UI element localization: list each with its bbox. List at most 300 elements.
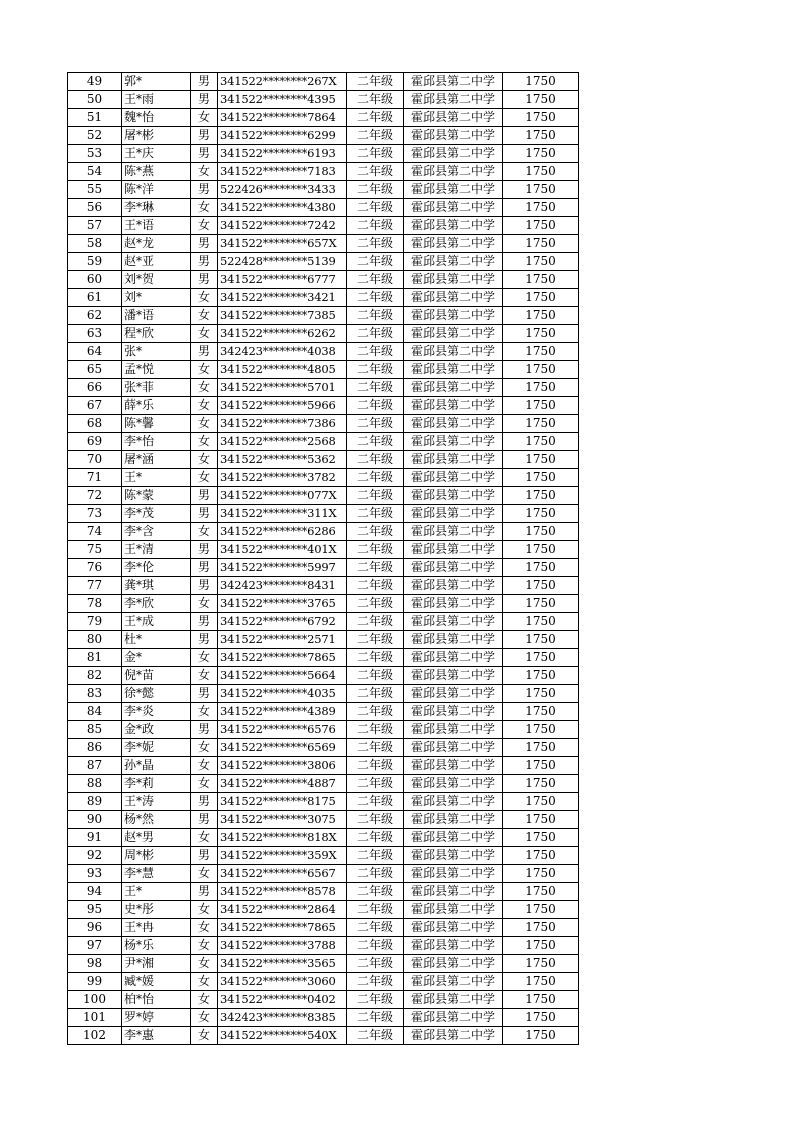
id-number-cell: 341522********2864: [218, 901, 347, 919]
table-row: [68, 937, 579, 955]
amount-cell: 1750: [503, 469, 579, 487]
student-name-cell: 李*含: [122, 523, 191, 541]
grade-cell: 二年级: [347, 811, 404, 829]
school-cell: 霍邱县第二中学: [404, 667, 503, 685]
school-cell: 霍邱县第二中学: [404, 811, 503, 829]
student-name-cell: 潘*语: [122, 307, 191, 325]
school-cell: 霍邱县第二中学: [404, 451, 503, 469]
table-row: [68, 577, 579, 595]
row-number-cell: 64: [68, 343, 122, 361]
table-row: [68, 199, 579, 217]
student-name-cell: 李*惠: [122, 1027, 191, 1045]
table-row: [68, 541, 579, 559]
amount-cell: 1750: [503, 919, 579, 937]
amount-cell: 1750: [503, 883, 579, 901]
amount-cell: 1750: [503, 649, 579, 667]
student-name-cell: 周*彬: [122, 847, 191, 865]
row-number-cell: 58: [68, 235, 122, 253]
row-number-cell: 81: [68, 649, 122, 667]
id-number-cell: 341522********6777: [218, 271, 347, 289]
gender-cell: 女: [191, 289, 218, 307]
gender-cell: 男: [191, 631, 218, 649]
row-number-cell: 89: [68, 793, 122, 811]
student-name-cell: 李*琳: [122, 199, 191, 217]
row-number-cell: 99: [68, 973, 122, 991]
amount-cell: 1750: [503, 991, 579, 1009]
id-number-cell: 341522********4035: [218, 685, 347, 703]
row-number-cell: 80: [68, 631, 122, 649]
gender-cell: 女: [191, 595, 218, 613]
table-row: [68, 775, 579, 793]
school-cell: 霍邱县第二中学: [404, 415, 503, 433]
amount-cell: 1750: [503, 613, 579, 631]
gender-cell: 女: [191, 739, 218, 757]
grade-cell: 二年级: [347, 361, 404, 379]
school-cell: 霍邱县第二中学: [404, 397, 503, 415]
student-name-cell: 杨*然: [122, 811, 191, 829]
amount-cell: 1750: [503, 415, 579, 433]
grade-cell: 二年级: [347, 163, 404, 181]
grade-cell: 二年级: [347, 145, 404, 163]
grade-cell: 二年级: [347, 829, 404, 847]
id-number-cell: 342423********8385: [218, 1009, 347, 1027]
table-row: [68, 559, 579, 577]
grade-cell: 二年级: [347, 793, 404, 811]
grade-cell: 二年级: [347, 415, 404, 433]
id-number-cell: 341522********4805: [218, 361, 347, 379]
row-number-cell: 92: [68, 847, 122, 865]
table-row: [68, 523, 579, 541]
gender-cell: 女: [191, 1009, 218, 1027]
table-row: [68, 109, 579, 127]
table-row: [68, 325, 579, 343]
table-row: [68, 685, 579, 703]
student-name-cell: 孟*悦: [122, 361, 191, 379]
grade-cell: 二年级: [347, 451, 404, 469]
table-row: [68, 433, 579, 451]
id-number-cell: 341522********3788: [218, 937, 347, 955]
table-row: [68, 595, 579, 613]
gender-cell: 女: [191, 667, 218, 685]
amount-cell: 1750: [503, 379, 579, 397]
school-cell: 霍邱县第二中学: [404, 379, 503, 397]
grade-cell: 二年级: [347, 235, 404, 253]
student-name-cell: 张*菲: [122, 379, 191, 397]
id-number-cell: 342423********8431: [218, 577, 347, 595]
amount-cell: 1750: [503, 433, 579, 451]
amount-cell: 1750: [503, 973, 579, 991]
student-name-cell: 李*伦: [122, 559, 191, 577]
grade-cell: 二年级: [347, 595, 404, 613]
gender-cell: 男: [191, 91, 218, 109]
table-row: [68, 919, 579, 937]
school-cell: 霍邱县第二中学: [404, 163, 503, 181]
id-number-cell: 522428********5139: [218, 253, 347, 271]
school-cell: 霍邱县第二中学: [404, 883, 503, 901]
amount-cell: 1750: [503, 685, 579, 703]
amount-cell: 1750: [503, 703, 579, 721]
grade-cell: 二年级: [347, 505, 404, 523]
student-name-cell: 陈*馨: [122, 415, 191, 433]
grade-cell: 二年级: [347, 541, 404, 559]
table-row: [68, 955, 579, 973]
grade-cell: 二年级: [347, 109, 404, 127]
id-number-cell: 341522********3421: [218, 289, 347, 307]
id-number-cell: 341522********4380: [218, 199, 347, 217]
gender-cell: 女: [191, 469, 218, 487]
student-name-cell: 赵*男: [122, 829, 191, 847]
school-cell: 霍邱县第二中学: [404, 955, 503, 973]
id-number-cell: 341522********401X: [218, 541, 347, 559]
row-number-cell: 63: [68, 325, 122, 343]
table-row: [68, 739, 579, 757]
school-cell: 霍邱县第二中学: [404, 73, 503, 91]
id-number-cell: 341522********267X: [218, 73, 347, 91]
school-cell: 霍邱县第二中学: [404, 649, 503, 667]
school-cell: 霍邱县第二中学: [404, 703, 503, 721]
table-row: [68, 361, 579, 379]
student-name-cell: 王*清: [122, 541, 191, 559]
id-number-cell: 341522********359X: [218, 847, 347, 865]
amount-cell: 1750: [503, 829, 579, 847]
amount-cell: 1750: [503, 955, 579, 973]
row-number-cell: 96: [68, 919, 122, 937]
table-row: [68, 505, 579, 523]
row-number-cell: 53: [68, 145, 122, 163]
id-number-cell: 522426********3433: [218, 181, 347, 199]
school-cell: 霍邱县第二中学: [404, 487, 503, 505]
row-number-cell: 65: [68, 361, 122, 379]
row-number-cell: 69: [68, 433, 122, 451]
school-cell: 霍邱县第二中学: [404, 289, 503, 307]
amount-cell: 1750: [503, 667, 579, 685]
amount-cell: 1750: [503, 397, 579, 415]
gender-cell: 男: [191, 253, 218, 271]
school-cell: 霍邱县第二中学: [404, 91, 503, 109]
gender-cell: 女: [191, 937, 218, 955]
student-name-cell: 徐*懿: [122, 685, 191, 703]
school-cell: 霍邱县第二中学: [404, 1027, 503, 1045]
grade-cell: 二年级: [347, 577, 404, 595]
table-row: [68, 271, 579, 289]
table-row: [68, 451, 579, 469]
gender-cell: 男: [191, 721, 218, 739]
row-number-cell: 61: [68, 289, 122, 307]
table-row: [68, 721, 579, 739]
table-row: [68, 667, 579, 685]
school-cell: 霍邱县第二中学: [404, 271, 503, 289]
table-row: [68, 847, 579, 865]
school-cell: 霍邱县第二中学: [404, 307, 503, 325]
id-number-cell: 341522********4395: [218, 91, 347, 109]
grade-cell: 二年级: [347, 973, 404, 991]
student-name-cell: 杜*: [122, 631, 191, 649]
school-cell: 霍邱县第二中学: [404, 739, 503, 757]
grade-cell: 二年级: [347, 487, 404, 505]
school-cell: 霍邱县第二中学: [404, 901, 503, 919]
gender-cell: 男: [191, 577, 218, 595]
student-name-cell: 杨*乐: [122, 937, 191, 955]
table-row: [68, 397, 579, 415]
school-cell: 霍邱县第二中学: [404, 199, 503, 217]
gender-cell: 男: [191, 127, 218, 145]
school-cell: 霍邱县第二中学: [404, 235, 503, 253]
gender-cell: 女: [191, 325, 218, 343]
student-name-cell: 薛*乐: [122, 397, 191, 415]
student-name-cell: 李*怡: [122, 433, 191, 451]
row-number-cell: 60: [68, 271, 122, 289]
gender-cell: 男: [191, 181, 218, 199]
school-cell: 霍邱县第二中学: [404, 469, 503, 487]
id-number-cell: 341522********6792: [218, 613, 347, 631]
student-name-cell: 李*炎: [122, 703, 191, 721]
id-number-cell: 341522********4887: [218, 775, 347, 793]
student-name-cell: 臧*媛: [122, 973, 191, 991]
row-number-cell: 79: [68, 613, 122, 631]
grade-cell: 二年级: [347, 433, 404, 451]
amount-cell: 1750: [503, 91, 579, 109]
row-number-cell: 56: [68, 199, 122, 217]
school-cell: 霍邱县第二中学: [404, 937, 503, 955]
id-number-cell: 342423********4038: [218, 343, 347, 361]
amount-cell: 1750: [503, 271, 579, 289]
grade-cell: 二年级: [347, 739, 404, 757]
grade-cell: 二年级: [347, 289, 404, 307]
amount-cell: 1750: [503, 145, 579, 163]
row-number-cell: 52: [68, 127, 122, 145]
row-number-cell: 84: [68, 703, 122, 721]
table-row: [68, 829, 579, 847]
gender-cell: 女: [191, 955, 218, 973]
student-name-cell: 李*莉: [122, 775, 191, 793]
row-number-cell: 77: [68, 577, 122, 595]
gender-cell: 女: [191, 163, 218, 181]
id-number-cell: 341522********6262: [218, 325, 347, 343]
amount-cell: 1750: [503, 109, 579, 127]
table-row: [68, 1009, 579, 1027]
table-row: [68, 991, 579, 1009]
grade-cell: 二年级: [347, 685, 404, 703]
school-cell: 霍邱县第二中学: [404, 541, 503, 559]
row-number-cell: 76: [68, 559, 122, 577]
amount-cell: 1750: [503, 199, 579, 217]
row-number-cell: 71: [68, 469, 122, 487]
student-name-cell: 尹*湘: [122, 955, 191, 973]
row-number-cell: 66: [68, 379, 122, 397]
student-name-cell: 赵*亚: [122, 253, 191, 271]
row-number-cell: 75: [68, 541, 122, 559]
id-number-cell: 341522********3565: [218, 955, 347, 973]
row-number-cell: 78: [68, 595, 122, 613]
student-name-cell: 李*妮: [122, 739, 191, 757]
row-number-cell: 102: [68, 1027, 122, 1045]
gender-cell: 女: [191, 451, 218, 469]
table-row: [68, 253, 579, 271]
id-number-cell: 341522********7865: [218, 649, 347, 667]
row-number-cell: 86: [68, 739, 122, 757]
amount-cell: 1750: [503, 757, 579, 775]
table-row: [68, 415, 579, 433]
gender-cell: 女: [191, 307, 218, 325]
grade-cell: 二年级: [347, 127, 404, 145]
table-row: [68, 343, 579, 361]
amount-cell: 1750: [503, 739, 579, 757]
school-cell: 霍邱县第二中学: [404, 775, 503, 793]
student-table-body: [68, 73, 579, 1045]
row-number-cell: 90: [68, 811, 122, 829]
row-number-cell: 101: [68, 1009, 122, 1027]
id-number-cell: 341522********3060: [218, 973, 347, 991]
table-row: [68, 649, 579, 667]
gender-cell: 男: [191, 883, 218, 901]
id-number-cell: 341522********8578: [218, 883, 347, 901]
id-number-cell: 341522********5966: [218, 397, 347, 415]
amount-cell: 1750: [503, 793, 579, 811]
table-row: [68, 235, 579, 253]
gender-cell: 女: [191, 703, 218, 721]
grade-cell: 二年级: [347, 469, 404, 487]
id-number-cell: 341522********6576: [218, 721, 347, 739]
gender-cell: 女: [191, 217, 218, 235]
school-cell: 霍邱县第二中学: [404, 793, 503, 811]
amount-cell: 1750: [503, 541, 579, 559]
amount-cell: 1750: [503, 163, 579, 181]
gender-cell: 女: [191, 199, 218, 217]
grade-cell: 二年级: [347, 613, 404, 631]
row-number-cell: 95: [68, 901, 122, 919]
amount-cell: 1750: [503, 721, 579, 739]
school-cell: 霍邱县第二中学: [404, 127, 503, 145]
table-row: [68, 217, 579, 235]
grade-cell: 二年级: [347, 343, 404, 361]
amount-cell: 1750: [503, 811, 579, 829]
student-name-cell: 王*冉: [122, 919, 191, 937]
school-cell: 霍邱县第二中学: [404, 145, 503, 163]
grade-cell: 二年级: [347, 397, 404, 415]
school-cell: 霍邱县第二中学: [404, 973, 503, 991]
student-name-cell: 王*雨: [122, 91, 191, 109]
id-number-cell: 341522********6569: [218, 739, 347, 757]
id-number-cell: 341522********5664: [218, 667, 347, 685]
grade-cell: 二年级: [347, 73, 404, 91]
amount-cell: 1750: [503, 631, 579, 649]
student-name-cell: 程*欣: [122, 325, 191, 343]
amount-cell: 1750: [503, 577, 579, 595]
grade-cell: 二年级: [347, 1009, 404, 1027]
school-cell: 霍邱县第二中学: [404, 631, 503, 649]
amount-cell: 1750: [503, 1009, 579, 1027]
id-number-cell: 341522********5701: [218, 379, 347, 397]
student-name-cell: 罗*婷: [122, 1009, 191, 1027]
amount-cell: 1750: [503, 847, 579, 865]
table-row: [68, 469, 579, 487]
row-number-cell: 94: [68, 883, 122, 901]
id-number-cell: 341522********0402: [218, 991, 347, 1009]
gender-cell: 男: [191, 613, 218, 631]
school-cell: 霍邱县第二中学: [404, 685, 503, 703]
school-cell: 霍邱县第二中学: [404, 829, 503, 847]
grade-cell: 二年级: [347, 847, 404, 865]
row-number-cell: 57: [68, 217, 122, 235]
amount-cell: 1750: [503, 181, 579, 199]
amount-cell: 1750: [503, 523, 579, 541]
id-number-cell: 341522********2568: [218, 433, 347, 451]
school-cell: 霍邱县第二中学: [404, 595, 503, 613]
table-row: [68, 379, 579, 397]
row-number-cell: 72: [68, 487, 122, 505]
gender-cell: 女: [191, 775, 218, 793]
school-cell: 霍邱县第二中学: [404, 577, 503, 595]
grade-cell: 二年级: [347, 181, 404, 199]
table-row: [68, 487, 579, 505]
id-number-cell: 341522********5997: [218, 559, 347, 577]
row-number-cell: 98: [68, 955, 122, 973]
gender-cell: 男: [191, 145, 218, 163]
school-cell: 霍邱县第二中学: [404, 847, 503, 865]
student-name-cell: 柏*怡: [122, 991, 191, 1009]
id-number-cell: 341522********077X: [218, 487, 347, 505]
student-name-cell: 魏*怡: [122, 109, 191, 127]
school-cell: 霍邱县第二中学: [404, 523, 503, 541]
school-cell: 霍邱县第二中学: [404, 559, 503, 577]
student-name-cell: 李*欣: [122, 595, 191, 613]
id-number-cell: 341522********7242: [218, 217, 347, 235]
amount-cell: 1750: [503, 361, 579, 379]
gender-cell: 女: [191, 919, 218, 937]
grade-cell: 二年级: [347, 865, 404, 883]
gender-cell: 男: [191, 73, 218, 91]
gender-cell: 男: [191, 811, 218, 829]
grade-cell: 二年级: [347, 1027, 404, 1045]
amount-cell: 1750: [503, 217, 579, 235]
id-number-cell: 341522********7386: [218, 415, 347, 433]
student-name-cell: 倪*苗: [122, 667, 191, 685]
id-number-cell: 341522********6567: [218, 865, 347, 883]
school-cell: 霍邱县第二中学: [404, 505, 503, 523]
row-number-cell: 82: [68, 667, 122, 685]
student-name-cell: 王*成: [122, 613, 191, 631]
school-cell: 霍邱县第二中学: [404, 865, 503, 883]
row-number-cell: 50: [68, 91, 122, 109]
student-name-cell: 屠*涵: [122, 451, 191, 469]
gender-cell: 女: [191, 397, 218, 415]
grade-cell: 二年级: [347, 631, 404, 649]
id-number-cell: 341522********540X: [218, 1027, 347, 1045]
grade-cell: 二年级: [347, 253, 404, 271]
id-number-cell: 341522********311X: [218, 505, 347, 523]
student-name-cell: 金*政: [122, 721, 191, 739]
amount-cell: 1750: [503, 235, 579, 253]
row-number-cell: 68: [68, 415, 122, 433]
id-number-cell: 341522********7865: [218, 919, 347, 937]
grade-cell: 二年级: [347, 901, 404, 919]
amount-cell: 1750: [503, 307, 579, 325]
grade-cell: 二年级: [347, 217, 404, 235]
gender-cell: 女: [191, 991, 218, 1009]
grade-cell: 二年级: [347, 523, 404, 541]
amount-cell: 1750: [503, 487, 579, 505]
student-name-cell: 王*: [122, 883, 191, 901]
school-cell: 霍邱县第二中学: [404, 181, 503, 199]
student-name-cell: 王*: [122, 469, 191, 487]
row-number-cell: 97: [68, 937, 122, 955]
school-cell: 霍邱县第二中学: [404, 253, 503, 271]
school-cell: 霍邱县第二中学: [404, 919, 503, 937]
school-cell: 霍邱县第二中学: [404, 433, 503, 451]
amount-cell: 1750: [503, 289, 579, 307]
row-number-cell: 85: [68, 721, 122, 739]
id-number-cell: 341522********7385: [218, 307, 347, 325]
